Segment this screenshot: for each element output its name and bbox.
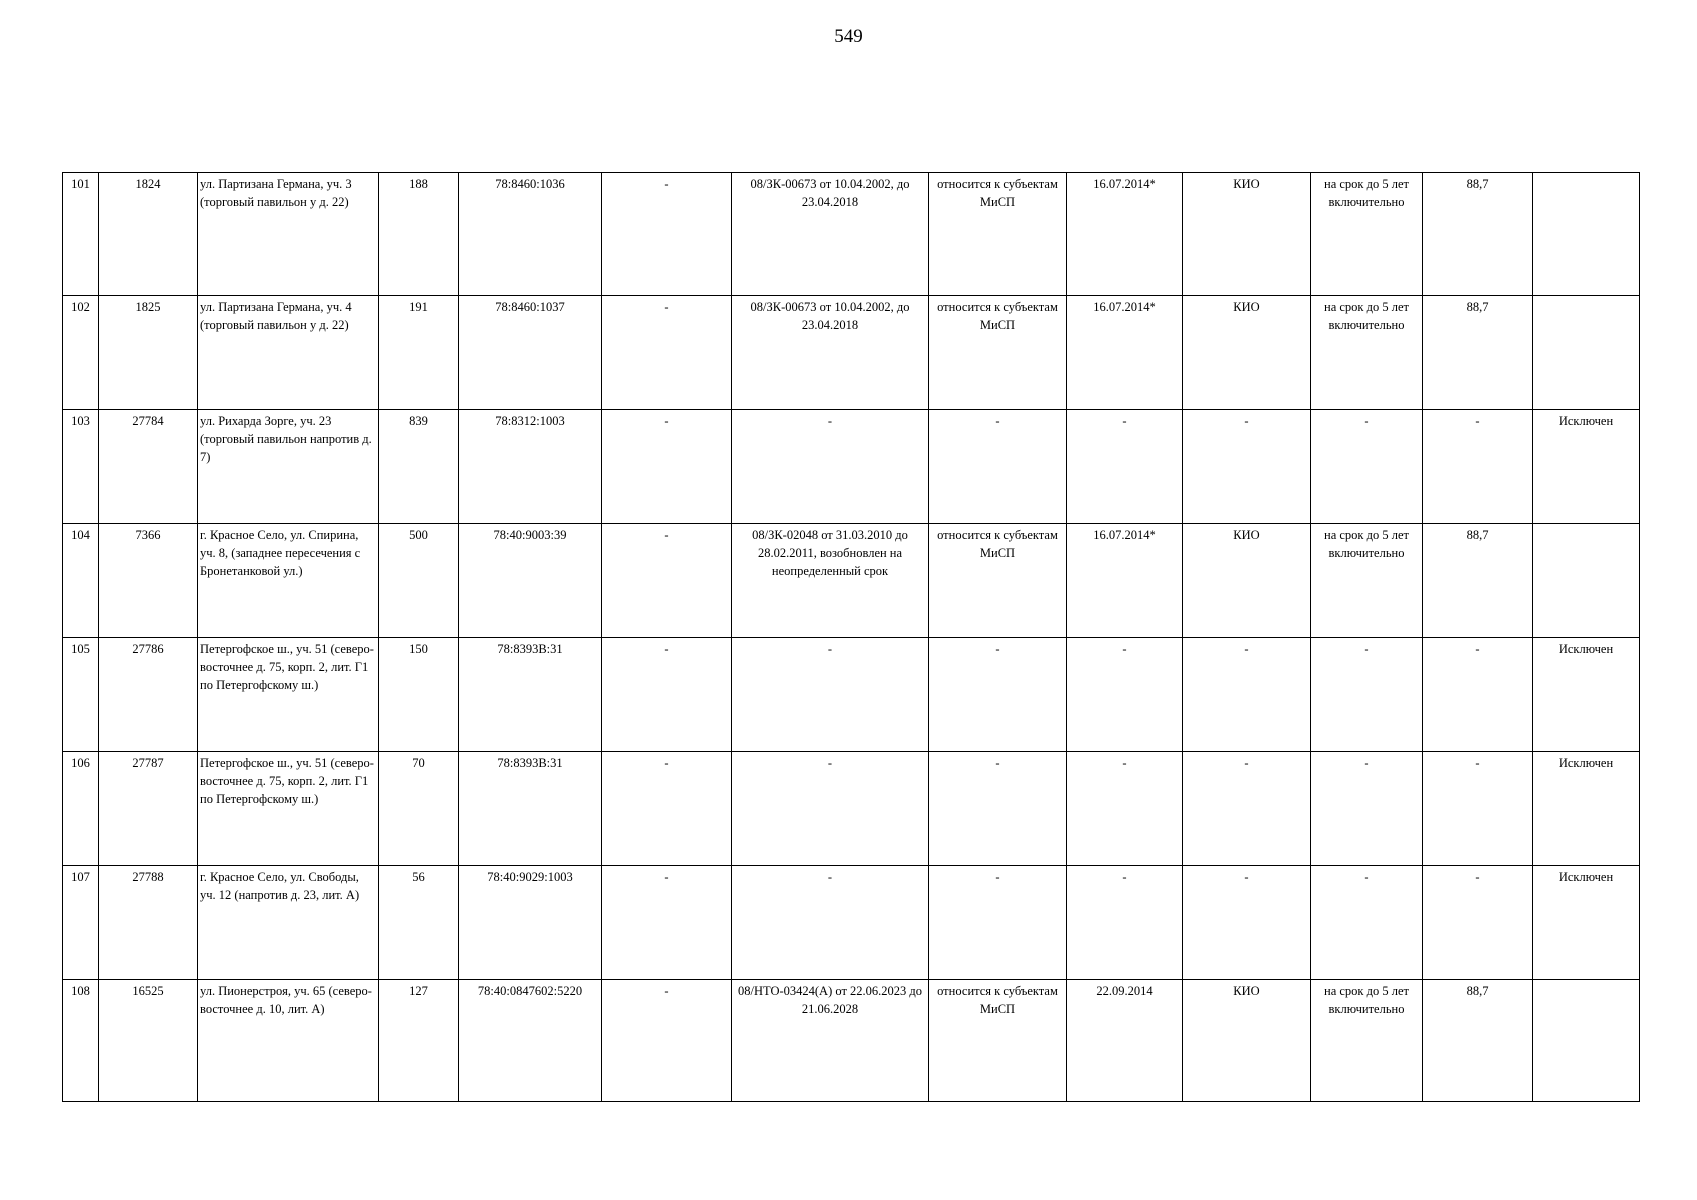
cell-term: -: [1311, 752, 1423, 866]
cell-value: 88,7: [1423, 296, 1533, 410]
table-row: [63, 524, 1640, 638]
cell-cadastral-number: 78:40:9029:1003: [459, 866, 602, 980]
cell-category: относится к субъектам МиСП: [929, 980, 1067, 1102]
cell-note: [1533, 524, 1640, 638]
cell-cadastral-number: 78:40:9003:39: [459, 524, 602, 638]
cell-category: -: [929, 638, 1067, 752]
cell-value: 88,7: [1423, 524, 1533, 638]
cell-date: -: [1067, 752, 1183, 866]
cell-value: -: [1423, 638, 1533, 752]
cell-category: относится к субъектам МиСП: [929, 173, 1067, 296]
cell-contract: -: [732, 638, 929, 752]
cell-note: Исключен: [1533, 410, 1640, 524]
cell-note: Исключен: [1533, 866, 1640, 980]
cell-extra-info: -: [602, 980, 732, 1102]
cell-row-number: 103: [63, 410, 99, 524]
cell-row-number: 104: [63, 524, 99, 638]
cell-extra-info: -: [602, 524, 732, 638]
cell-date: 16.07.2014*: [1067, 173, 1183, 296]
cell-address: Петергофское ш., уч. 51 (северо-восточнее д. 75, корп. 2, лит. Г1 по Петергофскому ш.): [198, 752, 379, 866]
cell-value: 88,7: [1423, 173, 1533, 296]
cell-organization: -: [1183, 752, 1311, 866]
cell-term: -: [1311, 410, 1423, 524]
cell-note: Исключен: [1533, 638, 1640, 752]
cell-organization: -: [1183, 866, 1311, 980]
cell-row-number: 106: [63, 752, 99, 866]
cell-address: г. Красное Село, ул. Свободы, уч. 12 (напротив д. 23, лит. А): [198, 866, 379, 980]
cell-area: 70: [379, 752, 459, 866]
cell-row-number: 105: [63, 638, 99, 752]
cell-organization: КИО: [1183, 173, 1311, 296]
cell-category: относится к субъектам МиСП: [929, 524, 1067, 638]
cell-extra-info: -: [602, 296, 732, 410]
cell-contract: -: [732, 866, 929, 980]
cell-organization: КИО: [1183, 524, 1311, 638]
cell-object-id: 7366: [99, 524, 198, 638]
cell-object-id: 16525: [99, 980, 198, 1102]
cell-address: Петергофское ш., уч. 51 (северо-восточнее д. 75, корп. 2, лит. Г1 по Петергофскому ш.): [198, 638, 379, 752]
cell-organization: -: [1183, 638, 1311, 752]
cell-date: 16.07.2014*: [1067, 524, 1183, 638]
cell-address: ул. Рихарда Зорге, уч. 23 (торговый павильон напротив д. 7): [198, 410, 379, 524]
table-row: [63, 752, 1640, 866]
cell-cadastral-number: 78:40:0847602:5220: [459, 980, 602, 1102]
cell-address: ул. Пионерстроя, уч. 65 (северо-восточнее д. 10, лит. А): [198, 980, 379, 1102]
cell-contract: 08/ЗК-02048 от 31.03.2010 до 28.02.2011, возобновлен на неопределенный срок: [732, 524, 929, 638]
registry-table: [62, 172, 1640, 1102]
table-row: [63, 980, 1640, 1102]
cell-category: -: [929, 752, 1067, 866]
cell-row-number: 101: [63, 173, 99, 296]
cell-date: 16.07.2014*: [1067, 296, 1183, 410]
cell-value: -: [1423, 752, 1533, 866]
cell-value: -: [1423, 866, 1533, 980]
cell-date: 22.09.2014: [1067, 980, 1183, 1102]
cell-object-id: 27784: [99, 410, 198, 524]
cell-contract: 08/НТО-03424(А) от 22.06.2023 до 21.06.2028: [732, 980, 929, 1102]
cell-contract: -: [732, 752, 929, 866]
cell-value: -: [1423, 410, 1533, 524]
cell-object-id: 1824: [99, 173, 198, 296]
table-row: [63, 173, 1640, 296]
cell-term: -: [1311, 866, 1423, 980]
cell-extra-info: -: [602, 173, 732, 296]
cell-extra-info: -: [602, 752, 732, 866]
cell-cadastral-number: 78:8460:1036: [459, 173, 602, 296]
cell-contract: 08/ЗК-00673 от 10.04.2002, до 23.04.2018: [732, 173, 929, 296]
table-row: [63, 638, 1640, 752]
table-row: [63, 296, 1640, 410]
cell-contract: -: [732, 410, 929, 524]
cell-date: -: [1067, 866, 1183, 980]
cell-object-id: 27786: [99, 638, 198, 752]
cell-term: на срок до 5 лет включительно: [1311, 296, 1423, 410]
cell-area: 839: [379, 410, 459, 524]
cell-organization: -: [1183, 410, 1311, 524]
cell-term: -: [1311, 638, 1423, 752]
cell-organization: КИО: [1183, 296, 1311, 410]
cell-object-id: 27788: [99, 866, 198, 980]
table-row: [63, 866, 1640, 980]
cell-area: 56: [379, 866, 459, 980]
cell-term: на срок до 5 лет включительно: [1311, 524, 1423, 638]
cell-note: [1533, 296, 1640, 410]
cell-cadastral-number: 78:8393В:31: [459, 752, 602, 866]
cell-category: относится к субъектам МиСП: [929, 296, 1067, 410]
cell-date: -: [1067, 410, 1183, 524]
cell-note: [1533, 173, 1640, 296]
cell-area: 500: [379, 524, 459, 638]
table-body: [63, 173, 1640, 1102]
cell-object-id: 27787: [99, 752, 198, 866]
cell-note: [1533, 980, 1640, 1102]
cell-organization: КИО: [1183, 980, 1311, 1102]
cell-term: на срок до 5 лет включительно: [1311, 173, 1423, 296]
cell-address: г. Красное Село, ул. Спирина, уч. 8, (западнее пересечения с Бронетанковой ул.): [198, 524, 379, 638]
cell-category: -: [929, 410, 1067, 524]
table-row: [63, 410, 1640, 524]
cell-area: 188: [379, 173, 459, 296]
cell-address: ул. Партизана Германа, уч. 4 (торговый павильон у д. 22): [198, 296, 379, 410]
cell-value: 88,7: [1423, 980, 1533, 1102]
cell-cadastral-number: 78:8393В:31: [459, 638, 602, 752]
cell-term: на срок до 5 лет включительно: [1311, 980, 1423, 1102]
cell-cadastral-number: 78:8312:1003: [459, 410, 602, 524]
cell-extra-info: -: [602, 410, 732, 524]
cell-address: ул. Партизана Германа, уч. 3 (торговый павильон у д. 22): [198, 173, 379, 296]
cell-note: Исключен: [1533, 752, 1640, 866]
cell-area: 150: [379, 638, 459, 752]
cell-contract: 08/ЗК-00673 от 10.04.2002, до 23.04.2018: [732, 296, 929, 410]
page-number: 549: [834, 26, 863, 47]
cell-row-number: 102: [63, 296, 99, 410]
cell-area: 191: [379, 296, 459, 410]
cell-area: 127: [379, 980, 459, 1102]
cell-date: -: [1067, 638, 1183, 752]
cell-extra-info: -: [602, 638, 732, 752]
cell-cadastral-number: 78:8460:1037: [459, 296, 602, 410]
cell-category: -: [929, 866, 1067, 980]
cell-row-number: 107: [63, 866, 99, 980]
cell-object-id: 1825: [99, 296, 198, 410]
cell-extra-info: -: [602, 866, 732, 980]
cell-row-number: 108: [63, 980, 99, 1102]
